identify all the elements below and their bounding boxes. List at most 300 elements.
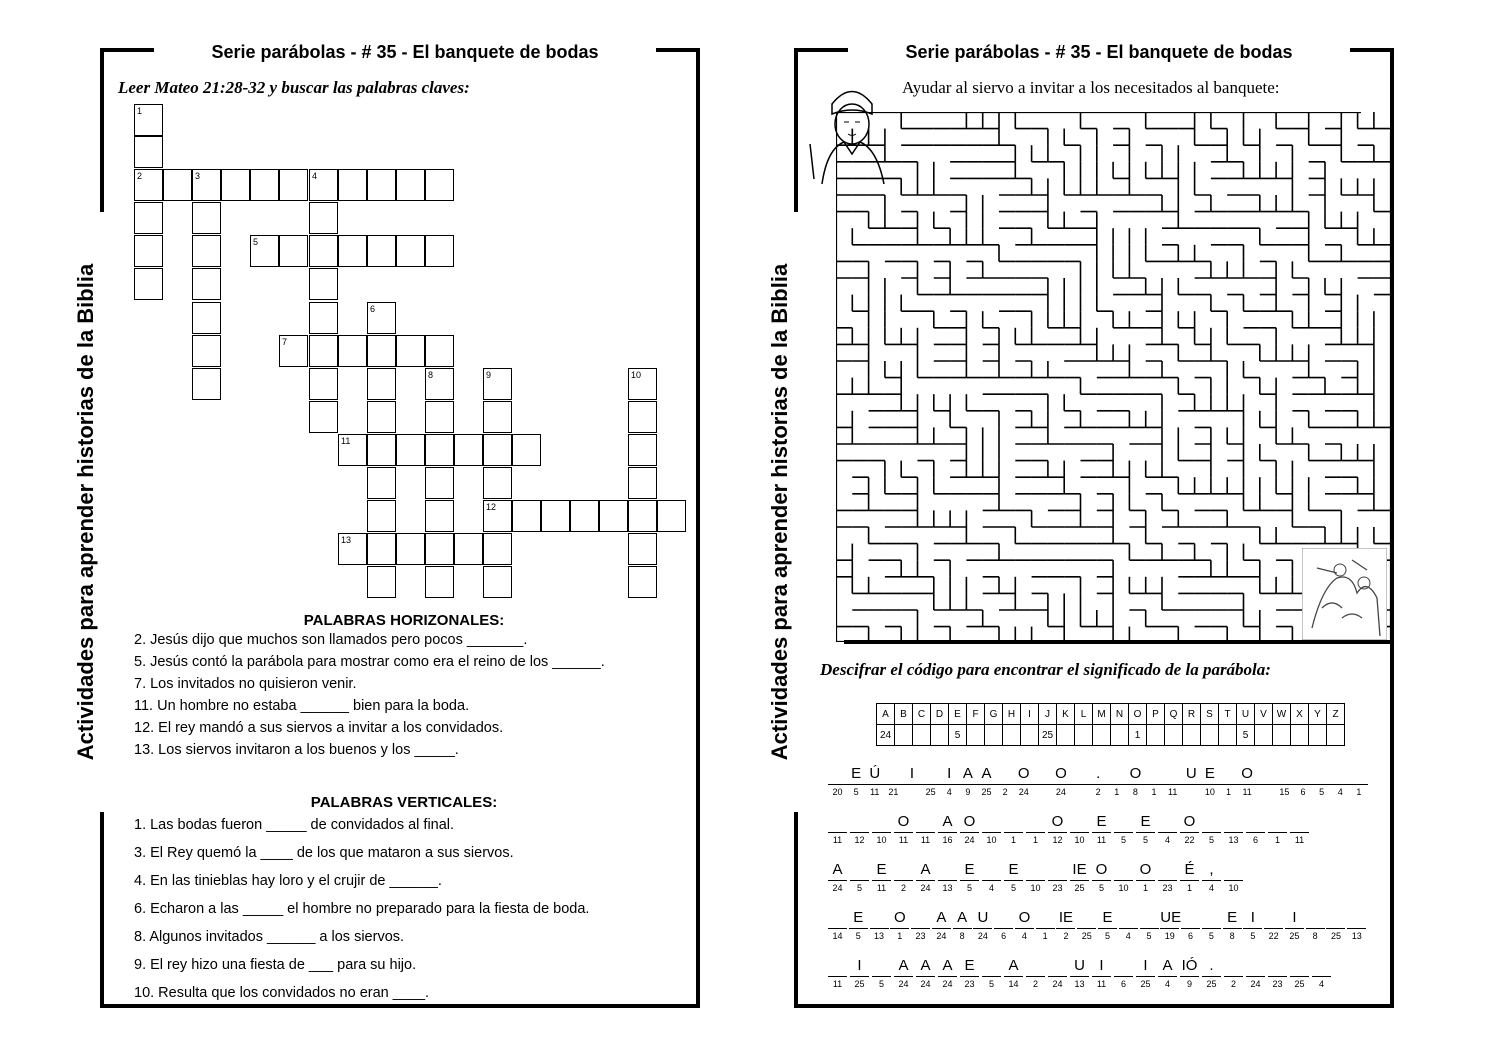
crossword-number: 1 xyxy=(137,106,143,116)
cipher-blank-letter: . xyxy=(1089,762,1108,785)
cipher-blank-number: 5 xyxy=(1010,883,1016,893)
cipher-blank-letter: E xyxy=(960,954,979,977)
cipher-blank-number: 24 xyxy=(942,979,953,989)
cipher-blank[interactable] xyxy=(953,906,972,943)
crossword-cell[interactable] xyxy=(425,335,454,367)
cipher-blank[interactable] xyxy=(894,954,913,991)
cipher-blank-letter: U xyxy=(1070,954,1089,977)
crossword-cell[interactable] xyxy=(425,368,454,400)
cipher-blank-number: 5 xyxy=(1208,835,1214,845)
cipher-blank[interactable] xyxy=(902,762,921,785)
cipher-blank[interactable] xyxy=(1070,858,1089,895)
cipher-blank[interactable] xyxy=(1092,858,1111,895)
crossword-cell[interactable] xyxy=(309,368,338,400)
cipher-blank[interactable] xyxy=(940,762,959,799)
cipher-blank-letter: A xyxy=(916,858,935,881)
cipher-blank[interactable] xyxy=(1268,954,1287,991)
crossword-cell[interactable] xyxy=(309,235,338,267)
cipher-blank[interactable] xyxy=(884,762,903,799)
cipher-blank[interactable] xyxy=(911,906,930,943)
cipher-blank[interactable] xyxy=(1347,906,1366,943)
crossword-number: 6 xyxy=(370,304,376,314)
cipher-blank[interactable] xyxy=(982,810,1001,847)
cipher-blank-letter: O xyxy=(1048,810,1067,833)
cipher-blank-letter: Ú xyxy=(865,762,884,785)
cipher-blank[interactable] xyxy=(1004,810,1023,847)
crossword-cell[interactable] xyxy=(628,434,657,466)
crossword-cell[interactable] xyxy=(309,302,338,334)
vertical-clue: 10. Resulta que los convidados no eran ____. xyxy=(134,985,430,1001)
cipher-letter: Y xyxy=(1309,704,1327,725)
cipher-blank-letter xyxy=(1349,762,1368,785)
crossword-cell[interactable] xyxy=(425,235,454,267)
cipher-blank-number: 24 xyxy=(1018,787,1029,797)
cipher-blank[interactable] xyxy=(828,858,847,895)
crossword-cell[interactable] xyxy=(396,434,425,466)
crossword-cell[interactable] xyxy=(192,335,221,367)
crossword-cell[interactable] xyxy=(367,302,396,334)
cipher-blank[interactable] xyxy=(1200,762,1219,799)
cipher-blank[interactable] xyxy=(1048,858,1067,895)
cipher-blank[interactable] xyxy=(850,810,869,847)
vertical-clue: 9. El rey hizo una fiesta de ___ para su hijo. xyxy=(134,957,417,973)
cipher-blank[interactable] xyxy=(982,858,1001,895)
cipher-blank[interactable] xyxy=(894,810,913,847)
cipher-blank-number: 1 xyxy=(1032,835,1038,845)
cipher-blank-letter xyxy=(1312,954,1331,977)
cipher-blank[interactable] xyxy=(1202,954,1221,991)
cipher-blank[interactable] xyxy=(1070,954,1089,991)
left-worksheet-page xyxy=(73,42,700,1008)
cipher-blank-number: 12 xyxy=(1052,835,1063,845)
cipher-blank[interactable] xyxy=(1070,810,1089,847)
crossword-cell[interactable] xyxy=(134,104,163,136)
cipher-blank[interactable] xyxy=(1136,858,1155,895)
cipher-blank[interactable] xyxy=(1114,810,1133,847)
cipher-code xyxy=(1075,725,1093,746)
crossword-cell[interactable] xyxy=(425,467,454,499)
cipher-blank[interactable] xyxy=(932,906,951,943)
cipher-blank[interactable] xyxy=(1246,954,1265,991)
cipher-blank-letter: A xyxy=(977,762,996,785)
cipher-blank[interactable] xyxy=(1048,954,1067,991)
crossword-cell[interactable] xyxy=(134,268,163,300)
crossword-cell[interactable] xyxy=(483,368,512,400)
cipher-blank-letter: O xyxy=(1136,858,1155,881)
crossword-cell[interactable] xyxy=(512,434,541,466)
cipher-blank-number: 6 xyxy=(1188,931,1194,941)
cipher-blank[interactable] xyxy=(1051,762,1070,799)
cipher-letter: T xyxy=(1219,704,1237,725)
crossword-cell[interactable] xyxy=(134,235,163,267)
cipher-blank-letter xyxy=(1268,810,1287,833)
cipher-blank-number: 1 xyxy=(1042,931,1048,941)
cipher-blank[interactable] xyxy=(1290,954,1309,991)
crossword-cell[interactable] xyxy=(628,467,657,499)
cipher-blank-letter xyxy=(1140,906,1159,929)
cipher-blank[interactable] xyxy=(894,858,913,895)
cipher-blank[interactable] xyxy=(1312,954,1331,991)
crossword-cell[interactable] xyxy=(192,202,221,234)
crossword-cell[interactable] xyxy=(512,500,541,532)
cipher-blank[interactable] xyxy=(938,954,957,991)
crossword-cell[interactable] xyxy=(367,401,396,433)
cipher-blank-letter xyxy=(982,810,1001,833)
cipher-blank-number: 2 xyxy=(1095,787,1101,797)
cipher-blank[interactable] xyxy=(1140,906,1159,943)
cipher-blank[interactable] xyxy=(921,762,940,799)
cipher-blank-letter xyxy=(1114,810,1133,833)
cipher-code: 24 xyxy=(877,725,895,746)
cipher-blank[interactable] xyxy=(1224,954,1243,991)
cipher-blank[interactable] xyxy=(1349,762,1368,799)
crossword-cell[interactable] xyxy=(367,335,396,367)
crossword-cell[interactable] xyxy=(367,235,396,267)
crossword-cell[interactable] xyxy=(192,235,221,267)
cipher-blank-letter xyxy=(850,810,869,833)
cipher-blank[interactable] xyxy=(1312,762,1331,799)
cipher-blank[interactable] xyxy=(1182,762,1201,785)
banquet-guests-illustration xyxy=(1302,548,1387,640)
crossword-number: 9 xyxy=(486,370,492,380)
cipher-blank[interactable] xyxy=(828,954,847,991)
cipher-blank-letter: A xyxy=(828,858,847,881)
cipher-blank-letter xyxy=(982,858,1001,881)
cipher-blank-number: 13 xyxy=(942,883,953,893)
cipher-blank-number: 2 xyxy=(1032,979,1038,989)
crossword-cell[interactable] xyxy=(279,235,308,267)
cipher-blank-number: 1 xyxy=(897,931,903,941)
cipher-blank[interactable] xyxy=(938,858,957,895)
cipher-blank[interactable] xyxy=(1098,906,1117,943)
crossword-cell[interactable] xyxy=(425,533,454,565)
cipher-blank-letter xyxy=(1224,954,1243,977)
cipher-blank-letter: U xyxy=(973,906,992,929)
cipher-blank-letter: A xyxy=(894,954,913,977)
crossword-cell[interactable] xyxy=(338,533,367,565)
cipher-blank[interactable] xyxy=(1264,906,1283,943)
cipher-blank-letter xyxy=(1312,762,1331,785)
cipher-blank[interactable] xyxy=(1026,858,1045,895)
cipher-blank-letter xyxy=(1202,906,1221,929)
cipher-line xyxy=(828,858,1388,900)
crossword-cell[interactable] xyxy=(367,566,396,598)
cipher-blank[interactable] xyxy=(982,954,1001,991)
cipher-blank[interactable] xyxy=(1224,810,1243,847)
cipher-blank[interactable] xyxy=(1126,762,1145,799)
cipher-blank[interactable] xyxy=(1163,762,1182,799)
crossword-cell[interactable] xyxy=(425,401,454,433)
vertical-clue: 1. Las bodas fueron _____ de convidados al final. xyxy=(134,817,455,833)
cipher-blank[interactable] xyxy=(1294,762,1313,799)
cipher-blank-letter: O xyxy=(890,906,909,929)
crossword-cell[interactable] xyxy=(657,500,686,532)
cipher-blank[interactable] xyxy=(828,762,847,799)
cipher-blank-letter xyxy=(828,762,847,785)
crossword-cell[interactable] xyxy=(483,500,512,532)
crossword-cell[interactable] xyxy=(628,401,657,433)
cipher-blank[interactable] xyxy=(1238,762,1257,799)
crossword-cell[interactable] xyxy=(425,434,454,466)
cipher-blank[interactable] xyxy=(890,906,909,943)
cipher-blank-letter: O xyxy=(1238,762,1257,785)
cipher-letter: X xyxy=(1291,704,1309,725)
cipher-blank[interactable] xyxy=(870,906,889,943)
crossword-cell[interactable] xyxy=(250,235,279,267)
crossword-cell[interactable] xyxy=(163,169,192,201)
crossword-cell[interactable] xyxy=(192,169,221,201)
cipher-blank[interactable] xyxy=(1004,954,1023,991)
crossword-cell[interactable] xyxy=(309,401,338,433)
cipher-blank[interactable] xyxy=(1158,954,1177,991)
cipher-blank[interactable] xyxy=(938,810,957,847)
cipher-blank-letter: I xyxy=(940,762,959,785)
cipher-blank-letter: A xyxy=(958,762,977,785)
cipher-blank[interactable] xyxy=(994,906,1013,943)
crossword-cell[interactable] xyxy=(338,335,367,367)
cipher-blank-number: 8 xyxy=(1132,787,1138,797)
cipher-blank-letter xyxy=(982,954,1001,977)
crossword-cell[interactable] xyxy=(483,533,512,565)
crossword-cell[interactable] xyxy=(338,235,367,267)
crossword-cell[interactable] xyxy=(279,169,308,201)
cipher-line xyxy=(828,954,1388,996)
cipher-blank-number: 23 xyxy=(1162,883,1173,893)
horizontal-clue: 13. Los siervos invitaron a los buenos y los _____. xyxy=(134,742,459,758)
cipher-blank[interactable] xyxy=(1202,906,1221,943)
cipher-blank[interactable] xyxy=(872,954,891,991)
crossword-cell[interactable] xyxy=(628,533,657,565)
cipher-blank[interactable] xyxy=(1026,954,1045,991)
cipher-blank[interactable] xyxy=(1275,762,1294,799)
cipher-blank-letter xyxy=(1290,954,1309,977)
cipher-letter: N xyxy=(1111,704,1129,725)
crossword-cell[interactable] xyxy=(367,467,396,499)
cipher-blank[interactable] xyxy=(1243,906,1262,943)
crossword-cell[interactable] xyxy=(454,434,483,466)
cipher-blank-letter xyxy=(1347,906,1366,929)
crossword-cell[interactable] xyxy=(483,434,512,466)
crossword-cell[interactable] xyxy=(483,401,512,433)
cipher-blank[interactable] xyxy=(872,810,891,847)
crossword-cell[interactable] xyxy=(221,169,250,201)
cipher-blank[interactable] xyxy=(1306,906,1325,943)
crossword-cell[interactable] xyxy=(192,302,221,334)
cipher-blank-letter: A xyxy=(953,906,972,929)
cipher-blank[interactable] xyxy=(847,762,866,799)
cipher-blank[interactable] xyxy=(1114,858,1133,895)
cipher-blank[interactable] xyxy=(1180,858,1199,895)
cipher-blank[interactable] xyxy=(849,906,868,943)
cipher-blank[interactable] xyxy=(1224,858,1243,895)
cipher-blank-letter xyxy=(1004,810,1023,833)
cipher-blank[interactable] xyxy=(1223,906,1242,943)
crossword-cell[interactable] xyxy=(570,500,599,532)
cipher-blank[interactable] xyxy=(1092,810,1111,847)
cipher-letter: V xyxy=(1255,704,1273,725)
cipher-blank[interactable] xyxy=(828,906,847,943)
crossword-cell[interactable] xyxy=(367,368,396,400)
cipher-letter: S xyxy=(1201,704,1219,725)
cipher-blank[interactable] xyxy=(960,954,979,991)
crossword-number: 5 xyxy=(253,237,259,247)
cipher-blank[interactable] xyxy=(960,858,979,895)
cipher-blank[interactable] xyxy=(1036,906,1055,943)
cipher-blank[interactable] xyxy=(865,762,884,799)
cipher-blank[interactable] xyxy=(850,954,869,991)
cipher-blank[interactable] xyxy=(1015,906,1034,943)
cipher-blank-number: 6 xyxy=(1120,979,1126,989)
cipher-blank-letter xyxy=(1224,858,1243,881)
cipher-letter: P xyxy=(1147,704,1165,725)
cipher-blank[interactable] xyxy=(1285,906,1304,943)
cipher-blank-number: 11 xyxy=(1242,787,1252,797)
cipher-blank[interactable] xyxy=(977,762,996,799)
cipher-blank-letter xyxy=(1264,906,1283,929)
crossword-cell[interactable] xyxy=(338,169,367,201)
cipher-blank[interactable] xyxy=(1202,858,1221,895)
crossword-cell[interactable] xyxy=(134,169,163,201)
cipher-blank-number: 5 xyxy=(966,883,972,893)
cipher-blank[interactable] xyxy=(1202,810,1221,847)
cipher-blank-number: 4 xyxy=(1318,979,1324,989)
cipher-blank-number: 4 xyxy=(1021,931,1027,941)
crossword-cell[interactable] xyxy=(134,136,163,168)
cipher-letter: U xyxy=(1237,704,1255,725)
cipher-blank-letter xyxy=(1048,858,1067,881)
cipher-blank[interactable] xyxy=(958,762,977,799)
cipher-blank[interactable] xyxy=(1070,762,1089,785)
cipher-blank[interactable] xyxy=(1136,954,1155,991)
cipher-blank[interactable] xyxy=(872,858,891,895)
cipher-blank-letter: O xyxy=(1092,858,1111,881)
cipher-blank-letter: . xyxy=(1202,954,1221,977)
crossword-cell[interactable] xyxy=(338,434,367,466)
cipher-blank[interactable] xyxy=(828,810,847,847)
cipher-blank[interactable] xyxy=(1033,762,1052,785)
cipher-blank[interactable] xyxy=(916,858,935,895)
crossword-cell[interactable] xyxy=(367,533,396,565)
cipher-blank[interactable] xyxy=(1158,810,1177,847)
cipher-blank[interactable] xyxy=(1004,858,1023,895)
crossword-cell[interactable] xyxy=(541,500,570,532)
crossword-cell[interactable] xyxy=(454,533,483,565)
crossword-cell[interactable] xyxy=(192,268,221,300)
cipher-blank[interactable] xyxy=(960,810,979,847)
cipher-code xyxy=(1219,725,1237,746)
cipher-blank[interactable] xyxy=(1290,810,1309,847)
crossword-cell[interactable] xyxy=(483,566,512,598)
crossword-cell[interactable] xyxy=(425,500,454,532)
cipher-blank[interactable] xyxy=(1160,906,1182,943)
crossword-cell[interactable] xyxy=(396,533,425,565)
cipher-blank[interactable] xyxy=(1219,762,1238,799)
crossword-cell[interactable] xyxy=(279,335,308,367)
crossword-cell[interactable] xyxy=(192,368,221,400)
cipher-blank-letter: A xyxy=(938,810,957,833)
cipher-blank-letter: I xyxy=(1092,954,1111,977)
crossword-cell[interactable] xyxy=(309,335,338,367)
cipher-blank[interactable] xyxy=(916,810,935,847)
crossword-cell[interactable] xyxy=(425,169,454,201)
cipher-letter: D xyxy=(931,704,949,725)
crossword-cell[interactable] xyxy=(628,368,657,400)
cipher-blank-number: 12 xyxy=(854,835,865,845)
cipher-blank-number: 13 xyxy=(1074,979,1085,989)
cipher-blank-letter: I xyxy=(850,954,869,977)
cipher-blank-number: 4 xyxy=(1164,979,1170,989)
cipher-blank[interactable] xyxy=(1107,762,1126,799)
cipher-blank-number: 4 xyxy=(988,883,994,893)
cipher-code xyxy=(1147,725,1165,746)
crossword-cell[interactable] xyxy=(483,467,512,499)
cipher-blank[interactable] xyxy=(916,954,935,991)
cipher-blank[interactable] xyxy=(1026,810,1045,847)
crossword-cell[interactable] xyxy=(599,500,628,532)
crossword-cell[interactable] xyxy=(367,434,396,466)
cipher-blank[interactable] xyxy=(1089,762,1108,799)
cipher-blank[interactable] xyxy=(1180,810,1199,847)
cipher-blank-number: 11 xyxy=(1096,979,1107,989)
crossword-cell[interactable] xyxy=(628,566,657,598)
cipher-blank[interactable] xyxy=(1056,906,1075,943)
cipher-blank[interactable] xyxy=(1180,954,1199,991)
cipher-letter: Q xyxy=(1165,704,1183,725)
cipher-blank[interactable] xyxy=(1268,810,1287,847)
crossword-cell[interactable] xyxy=(367,500,396,532)
cipher-blank[interactable] xyxy=(1077,906,1096,943)
cipher-blank[interactable] xyxy=(1119,906,1138,943)
crossword-cell[interactable] xyxy=(396,335,425,367)
cipher-blank-letter: IÓ xyxy=(1180,954,1199,977)
cipher-blank[interactable] xyxy=(1256,762,1275,785)
cipher-blank-number: 10 xyxy=(1228,883,1239,893)
cipher-blank-letter xyxy=(911,906,930,929)
cipher-blank[interactable] xyxy=(973,906,992,943)
cipher-blank[interactable] xyxy=(1246,810,1265,847)
cipher-blank[interactable] xyxy=(850,858,869,895)
crossword-cell[interactable] xyxy=(425,566,454,598)
crossword-cell[interactable] xyxy=(309,268,338,300)
crossword-cell[interactable] xyxy=(367,169,396,201)
cipher-blank-number: 11 xyxy=(1294,835,1305,845)
cipher-blank[interactable] xyxy=(1158,858,1177,895)
cipher-blank[interactable] xyxy=(1331,762,1350,799)
cipher-blank[interactable] xyxy=(1092,954,1111,991)
crossword-cell[interactable] xyxy=(309,202,338,234)
cipher-blank[interactable] xyxy=(1181,906,1200,943)
crossword-cell[interactable] xyxy=(134,202,163,234)
cipher-blank[interactable] xyxy=(1326,906,1345,943)
cipher-code xyxy=(967,725,985,746)
cipher-blank-number: 1 xyxy=(1151,787,1157,797)
crossword-cell[interactable] xyxy=(250,169,279,201)
crossword-cell[interactable] xyxy=(309,169,338,201)
cipher-blank[interactable] xyxy=(1048,810,1067,847)
crossword-cell[interactable] xyxy=(396,235,425,267)
crossword-number: 8 xyxy=(428,370,434,380)
cipher-blank[interactable] xyxy=(1114,954,1133,991)
crossword-cell[interactable] xyxy=(628,500,657,532)
crossword-cell[interactable] xyxy=(396,169,425,201)
cipher-blank-number: 11 xyxy=(832,835,843,845)
cipher-blank[interactable] xyxy=(1145,762,1164,799)
cipher-blank[interactable] xyxy=(1136,810,1155,847)
cipher-line xyxy=(828,762,1388,804)
cipher-blank[interactable] xyxy=(996,762,1015,799)
cipher-blank[interactable] xyxy=(1014,762,1033,799)
cipher-code xyxy=(1165,725,1183,746)
